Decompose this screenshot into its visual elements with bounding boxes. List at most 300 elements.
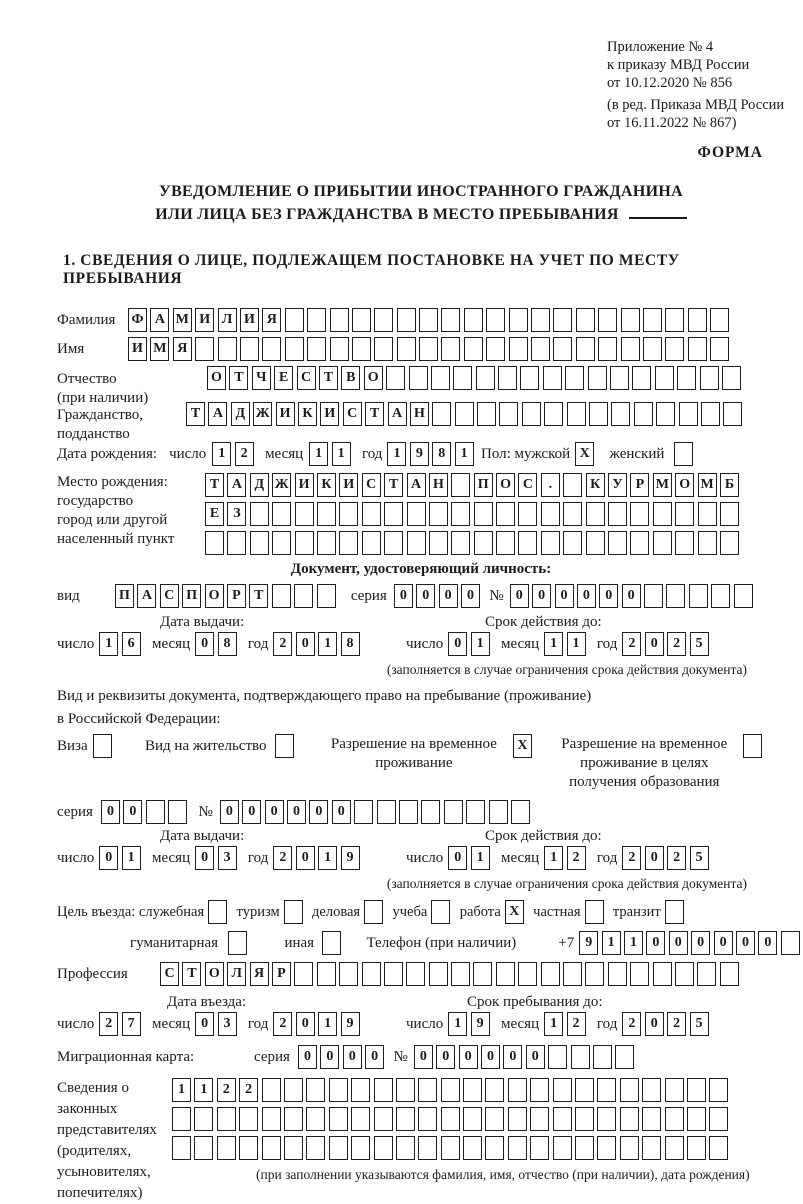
char-cell[interactable]: 0 bbox=[365, 1045, 384, 1069]
char-cell[interactable] bbox=[218, 337, 237, 361]
char-cell[interactable]: 0 bbox=[298, 1045, 317, 1069]
char-cell[interactable] bbox=[377, 800, 396, 824]
char-cell[interactable] bbox=[284, 900, 303, 924]
char-cell[interactable]: 0 bbox=[101, 800, 120, 824]
char-cell[interactable]: 1 bbox=[309, 442, 328, 466]
char-cell[interactable]: Ч bbox=[252, 366, 271, 390]
char-cell[interactable] bbox=[306, 1107, 325, 1131]
char-cell[interactable]: 1 bbox=[544, 632, 563, 656]
char-cell[interactable] bbox=[709, 1107, 728, 1131]
char-cell[interactable]: 1 bbox=[212, 442, 231, 466]
char-cell[interactable] bbox=[518, 962, 537, 986]
char-cell[interactable] bbox=[441, 337, 460, 361]
char-cell[interactable] bbox=[351, 1078, 370, 1102]
char-cell[interactable] bbox=[485, 1107, 504, 1131]
char-cell[interactable]: 0 bbox=[691, 931, 710, 955]
char-cell[interactable]: В bbox=[341, 366, 360, 390]
char-cell[interactable] bbox=[217, 1107, 236, 1131]
char-cell[interactable] bbox=[419, 308, 438, 332]
char-cell[interactable] bbox=[205, 531, 224, 555]
char-cell[interactable] bbox=[329, 1107, 348, 1131]
char-cell[interactable] bbox=[407, 502, 426, 526]
char-cell[interactable] bbox=[250, 502, 269, 526]
char-cell[interactable]: 0 bbox=[394, 584, 413, 608]
char-cell[interactable]: 1 bbox=[455, 442, 474, 466]
char-cell[interactable] bbox=[518, 502, 537, 526]
char-cell[interactable] bbox=[586, 502, 605, 526]
char-cell[interactable] bbox=[720, 502, 739, 526]
char-cell[interactable] bbox=[509, 308, 528, 332]
char-cell[interactable] bbox=[441, 1078, 460, 1102]
char-cell[interactable] bbox=[431, 366, 450, 390]
char-cell[interactable] bbox=[397, 337, 416, 361]
char-cell[interactable] bbox=[194, 1107, 213, 1131]
char-cell[interactable]: 0 bbox=[481, 1045, 500, 1069]
char-cell[interactable]: 2 bbox=[667, 846, 686, 870]
char-cell[interactable] bbox=[474, 502, 493, 526]
char-cell[interactable] bbox=[354, 800, 373, 824]
char-cell[interactable] bbox=[441, 1136, 460, 1160]
char-cell[interactable] bbox=[217, 1136, 236, 1160]
char-cell[interactable] bbox=[781, 931, 800, 955]
char-cell[interactable]: X bbox=[513, 734, 532, 758]
char-cell[interactable] bbox=[451, 531, 470, 555]
char-cell[interactable]: 2 bbox=[567, 846, 586, 870]
char-cell[interactable] bbox=[168, 800, 187, 824]
char-cell[interactable] bbox=[295, 502, 314, 526]
char-cell[interactable]: 0 bbox=[448, 632, 467, 656]
char-cell[interactable] bbox=[588, 366, 607, 390]
char-cell[interactable] bbox=[431, 900, 450, 924]
char-cell[interactable] bbox=[396, 1136, 415, 1160]
char-cell[interactable]: 0 bbox=[736, 931, 755, 955]
char-cell[interactable]: 5 bbox=[690, 632, 709, 656]
char-cell[interactable] bbox=[656, 402, 675, 426]
char-cell[interactable] bbox=[709, 1078, 728, 1102]
char-cell[interactable] bbox=[553, 308, 572, 332]
char-cell[interactable] bbox=[307, 308, 326, 332]
char-cell[interactable]: А bbox=[227, 473, 246, 497]
char-cell[interactable]: 0 bbox=[439, 584, 458, 608]
char-cell[interactable] bbox=[621, 337, 640, 361]
char-cell[interactable] bbox=[466, 800, 485, 824]
char-cell[interactable] bbox=[262, 337, 281, 361]
char-cell[interactable]: И bbox=[276, 402, 295, 426]
char-cell[interactable]: И bbox=[240, 308, 259, 332]
char-cell[interactable]: Т bbox=[182, 962, 201, 986]
char-cell[interactable]: Т bbox=[205, 473, 224, 497]
char-cell[interactable]: С bbox=[297, 366, 316, 390]
char-cell[interactable]: И bbox=[295, 473, 314, 497]
char-cell[interactable]: М bbox=[653, 473, 672, 497]
char-cell[interactable]: 6 bbox=[122, 632, 141, 656]
char-cell[interactable]: Т bbox=[365, 402, 384, 426]
char-cell[interactable] bbox=[317, 502, 336, 526]
char-cell[interactable] bbox=[509, 337, 528, 361]
char-cell[interactable] bbox=[262, 1107, 281, 1131]
char-cell[interactable] bbox=[294, 962, 313, 986]
char-cell[interactable] bbox=[544, 402, 563, 426]
char-cell[interactable] bbox=[709, 1136, 728, 1160]
char-cell[interactable] bbox=[496, 531, 515, 555]
char-cell[interactable] bbox=[621, 308, 640, 332]
char-cell[interactable] bbox=[172, 1136, 191, 1160]
char-cell[interactable] bbox=[665, 1107, 684, 1131]
char-cell[interactable]: О bbox=[207, 366, 226, 390]
char-cell[interactable] bbox=[630, 531, 649, 555]
char-cell[interactable] bbox=[374, 308, 393, 332]
char-cell[interactable] bbox=[644, 584, 663, 608]
char-cell[interactable] bbox=[250, 531, 269, 555]
char-cell[interactable] bbox=[463, 1107, 482, 1131]
char-cell[interactable]: 0 bbox=[436, 1045, 455, 1069]
char-cell[interactable] bbox=[474, 531, 493, 555]
char-cell[interactable]: О bbox=[675, 473, 694, 497]
char-cell[interactable]: 1 bbox=[544, 1012, 563, 1036]
char-cell[interactable]: 1 bbox=[318, 632, 337, 656]
char-cell[interactable]: Б bbox=[720, 473, 739, 497]
char-cell[interactable]: 2 bbox=[622, 846, 641, 870]
char-cell[interactable]: Ф bbox=[128, 308, 147, 332]
char-cell[interactable] bbox=[543, 366, 562, 390]
char-cell[interactable]: 1 bbox=[602, 931, 621, 955]
char-cell[interactable]: X bbox=[505, 900, 524, 924]
char-cell[interactable] bbox=[679, 402, 698, 426]
char-cell[interactable]: 2 bbox=[622, 632, 641, 656]
char-cell[interactable] bbox=[317, 584, 336, 608]
char-cell[interactable] bbox=[463, 1078, 482, 1102]
char-cell[interactable]: 3 bbox=[218, 846, 237, 870]
char-cell[interactable]: 7 bbox=[122, 1012, 141, 1036]
char-cell[interactable] bbox=[351, 1136, 370, 1160]
char-cell[interactable] bbox=[597, 1078, 616, 1102]
char-cell[interactable]: 8 bbox=[218, 632, 237, 656]
char-cell[interactable] bbox=[306, 1078, 325, 1102]
char-cell[interactable] bbox=[743, 734, 762, 758]
char-cell[interactable]: Т bbox=[186, 402, 205, 426]
char-cell[interactable] bbox=[518, 531, 537, 555]
char-cell[interactable]: Р bbox=[272, 962, 291, 986]
char-cell[interactable] bbox=[563, 962, 582, 986]
char-cell[interactable] bbox=[418, 1107, 437, 1131]
char-cell[interactable]: И bbox=[339, 473, 358, 497]
char-cell[interactable]: И bbox=[128, 337, 147, 361]
char-cell[interactable]: П bbox=[474, 473, 493, 497]
char-cell[interactable] bbox=[520, 366, 539, 390]
char-cell[interactable] bbox=[700, 366, 719, 390]
char-cell[interactable] bbox=[553, 1107, 572, 1131]
char-cell[interactable] bbox=[362, 502, 381, 526]
char-cell[interactable]: Д bbox=[231, 402, 250, 426]
char-cell[interactable]: Е bbox=[205, 502, 224, 526]
char-cell[interactable] bbox=[665, 1136, 684, 1160]
char-cell[interactable]: И bbox=[320, 402, 339, 426]
char-cell[interactable] bbox=[464, 337, 483, 361]
char-cell[interactable]: К bbox=[298, 402, 317, 426]
char-cell[interactable] bbox=[294, 584, 313, 608]
char-cell[interactable]: 0 bbox=[459, 1045, 478, 1069]
char-cell[interactable] bbox=[240, 337, 259, 361]
char-cell[interactable]: М bbox=[698, 473, 717, 497]
char-cell[interactable] bbox=[418, 1136, 437, 1160]
char-cell[interactable] bbox=[508, 1078, 527, 1102]
char-cell[interactable]: 3 bbox=[218, 1012, 237, 1036]
char-cell[interactable]: Л bbox=[227, 962, 246, 986]
char-cell[interactable]: . bbox=[541, 473, 560, 497]
char-cell[interactable] bbox=[687, 1107, 706, 1131]
char-cell[interactable] bbox=[272, 531, 291, 555]
char-cell[interactable]: 0 bbox=[599, 584, 618, 608]
char-cell[interactable] bbox=[496, 502, 515, 526]
char-cell[interactable] bbox=[262, 1078, 281, 1102]
char-cell[interactable] bbox=[675, 962, 694, 986]
char-cell[interactable]: 1 bbox=[624, 931, 643, 955]
char-cell[interactable] bbox=[643, 308, 662, 332]
char-cell[interactable] bbox=[511, 800, 530, 824]
char-cell[interactable] bbox=[285, 337, 304, 361]
char-cell[interactable] bbox=[620, 1136, 639, 1160]
char-cell[interactable] bbox=[330, 308, 349, 332]
char-cell[interactable] bbox=[407, 531, 426, 555]
char-cell[interactable]: О bbox=[205, 584, 224, 608]
char-cell[interactable] bbox=[455, 402, 474, 426]
char-cell[interactable] bbox=[486, 308, 505, 332]
char-cell[interactable] bbox=[586, 531, 605, 555]
char-cell[interactable] bbox=[597, 1136, 616, 1160]
char-cell[interactable]: 0 bbox=[296, 846, 315, 870]
char-cell[interactable]: 5 bbox=[690, 846, 709, 870]
char-cell[interactable] bbox=[284, 1078, 303, 1102]
char-cell[interactable] bbox=[548, 1045, 567, 1069]
char-cell[interactable] bbox=[374, 1107, 393, 1131]
char-cell[interactable] bbox=[553, 1078, 572, 1102]
char-cell[interactable] bbox=[485, 1136, 504, 1160]
char-cell[interactable]: К bbox=[317, 473, 336, 497]
char-cell[interactable]: 0 bbox=[309, 800, 328, 824]
char-cell[interactable] bbox=[306, 1136, 325, 1160]
char-cell[interactable] bbox=[642, 1107, 661, 1131]
char-cell[interactable]: 2 bbox=[622, 1012, 641, 1036]
char-cell[interactable]: 8 bbox=[432, 442, 451, 466]
char-cell[interactable] bbox=[723, 402, 742, 426]
char-cell[interactable] bbox=[665, 900, 684, 924]
char-cell[interactable] bbox=[620, 1078, 639, 1102]
char-cell[interactable] bbox=[688, 337, 707, 361]
char-cell[interactable]: 0 bbox=[220, 800, 239, 824]
char-cell[interactable] bbox=[362, 962, 381, 986]
char-cell[interactable] bbox=[508, 1136, 527, 1160]
char-cell[interactable] bbox=[421, 800, 440, 824]
char-cell[interactable] bbox=[172, 1107, 191, 1131]
char-cell[interactable] bbox=[429, 531, 448, 555]
char-cell[interactable] bbox=[575, 1107, 594, 1131]
char-cell[interactable]: 0 bbox=[645, 632, 664, 656]
char-cell[interactable]: 2 bbox=[235, 442, 254, 466]
char-cell[interactable]: 0 bbox=[296, 632, 315, 656]
char-cell[interactable] bbox=[677, 366, 696, 390]
char-cell[interactable] bbox=[329, 1136, 348, 1160]
char-cell[interactable] bbox=[531, 308, 550, 332]
char-cell[interactable]: 1 bbox=[99, 632, 118, 656]
char-cell[interactable] bbox=[432, 402, 451, 426]
char-cell[interactable] bbox=[531, 337, 550, 361]
char-cell[interactable] bbox=[571, 1045, 590, 1069]
char-cell[interactable]: З bbox=[227, 502, 246, 526]
char-cell[interactable] bbox=[307, 337, 326, 361]
char-cell[interactable]: 1 bbox=[194, 1078, 213, 1102]
char-cell[interactable]: А bbox=[407, 473, 426, 497]
char-cell[interactable] bbox=[329, 1078, 348, 1102]
char-cell[interactable] bbox=[397, 308, 416, 332]
char-cell[interactable] bbox=[615, 1045, 634, 1069]
char-cell[interactable] bbox=[665, 337, 684, 361]
char-cell[interactable]: 0 bbox=[461, 584, 480, 608]
char-cell[interactable] bbox=[476, 366, 495, 390]
char-cell[interactable] bbox=[339, 962, 358, 986]
char-cell[interactable]: 0 bbox=[645, 1012, 664, 1036]
char-cell[interactable] bbox=[508, 1107, 527, 1131]
char-cell[interactable] bbox=[553, 337, 572, 361]
char-cell[interactable] bbox=[585, 900, 604, 924]
char-cell[interactable]: А bbox=[208, 402, 227, 426]
char-cell[interactable]: 0 bbox=[296, 1012, 315, 1036]
char-cell[interactable] bbox=[698, 531, 717, 555]
char-cell[interactable] bbox=[711, 584, 730, 608]
char-cell[interactable] bbox=[593, 1045, 612, 1069]
char-cell[interactable] bbox=[339, 502, 358, 526]
char-cell[interactable] bbox=[384, 531, 403, 555]
char-cell[interactable] bbox=[418, 1078, 437, 1102]
char-cell[interactable]: 5 bbox=[690, 1012, 709, 1036]
char-cell[interactable] bbox=[666, 584, 685, 608]
char-cell[interactable] bbox=[396, 1107, 415, 1131]
char-cell[interactable]: Я bbox=[250, 962, 269, 986]
char-cell[interactable]: А bbox=[388, 402, 407, 426]
char-cell[interactable] bbox=[272, 502, 291, 526]
char-cell[interactable]: 2 bbox=[99, 1012, 118, 1036]
char-cell[interactable]: 0 bbox=[646, 931, 665, 955]
char-cell[interactable] bbox=[608, 502, 627, 526]
char-cell[interactable] bbox=[634, 402, 653, 426]
char-cell[interactable] bbox=[653, 962, 672, 986]
char-cell[interactable] bbox=[720, 962, 739, 986]
char-cell[interactable] bbox=[429, 502, 448, 526]
char-cell[interactable]: Д bbox=[250, 473, 269, 497]
char-cell[interactable] bbox=[563, 531, 582, 555]
char-cell[interactable] bbox=[473, 962, 492, 986]
char-cell[interactable] bbox=[653, 531, 672, 555]
char-cell[interactable] bbox=[687, 1078, 706, 1102]
char-cell[interactable] bbox=[710, 308, 729, 332]
char-cell[interactable]: Ж bbox=[253, 402, 272, 426]
char-cell[interactable]: Я bbox=[173, 337, 192, 361]
char-cell[interactable] bbox=[386, 366, 405, 390]
char-cell[interactable]: 8 bbox=[341, 632, 360, 656]
char-cell[interactable]: 1 bbox=[471, 632, 490, 656]
char-cell[interactable]: И bbox=[195, 308, 214, 332]
char-cell[interactable]: Т bbox=[384, 473, 403, 497]
char-cell[interactable] bbox=[453, 366, 472, 390]
char-cell[interactable]: 2 bbox=[239, 1078, 258, 1102]
char-cell[interactable] bbox=[575, 1078, 594, 1102]
char-cell[interactable]: 1 bbox=[544, 846, 563, 870]
char-cell[interactable]: 0 bbox=[343, 1045, 362, 1069]
char-cell[interactable]: П bbox=[115, 584, 134, 608]
char-cell[interactable] bbox=[317, 531, 336, 555]
char-cell[interactable] bbox=[611, 402, 630, 426]
char-cell[interactable] bbox=[284, 1136, 303, 1160]
char-cell[interactable] bbox=[608, 962, 627, 986]
char-cell[interactable] bbox=[330, 337, 349, 361]
char-cell[interactable]: 2 bbox=[217, 1078, 236, 1102]
char-cell[interactable]: 0 bbox=[416, 584, 435, 608]
char-cell[interactable]: 0 bbox=[758, 931, 777, 955]
char-cell[interactable] bbox=[608, 531, 627, 555]
char-cell[interactable]: 9 bbox=[341, 846, 360, 870]
char-cell[interactable]: 0 bbox=[622, 584, 641, 608]
char-cell[interactable] bbox=[665, 308, 684, 332]
char-cell[interactable] bbox=[598, 337, 617, 361]
char-cell[interactable] bbox=[499, 402, 518, 426]
char-cell[interactable]: С bbox=[518, 473, 537, 497]
char-cell[interactable] bbox=[374, 337, 393, 361]
char-cell[interactable]: 0 bbox=[195, 1012, 214, 1036]
char-cell[interactable] bbox=[146, 800, 165, 824]
char-cell[interactable] bbox=[489, 800, 508, 824]
char-cell[interactable] bbox=[262, 1136, 281, 1160]
char-cell[interactable] bbox=[409, 366, 428, 390]
char-cell[interactable]: 0 bbox=[265, 800, 284, 824]
char-cell[interactable] bbox=[655, 366, 674, 390]
char-cell[interactable]: 0 bbox=[195, 846, 214, 870]
char-cell[interactable] bbox=[272, 584, 291, 608]
char-cell[interactable]: 0 bbox=[577, 584, 596, 608]
char-cell[interactable]: 2 bbox=[273, 632, 292, 656]
char-cell[interactable] bbox=[339, 531, 358, 555]
char-cell[interactable]: 1 bbox=[318, 846, 337, 870]
char-cell[interactable] bbox=[597, 1107, 616, 1131]
char-cell[interactable] bbox=[665, 1078, 684, 1102]
char-cell[interactable]: 1 bbox=[448, 1012, 467, 1036]
char-cell[interactable]: Р bbox=[227, 584, 246, 608]
char-cell[interactable]: М bbox=[150, 337, 169, 361]
char-cell[interactable]: А bbox=[137, 584, 156, 608]
char-cell[interactable] bbox=[522, 402, 541, 426]
char-cell[interactable] bbox=[734, 584, 753, 608]
char-cell[interactable]: 2 bbox=[667, 632, 686, 656]
char-cell[interactable] bbox=[485, 1078, 504, 1102]
char-cell[interactable]: 9 bbox=[579, 931, 598, 955]
char-cell[interactable] bbox=[429, 962, 448, 986]
char-cell[interactable]: 0 bbox=[669, 931, 688, 955]
char-cell[interactable]: 9 bbox=[410, 442, 429, 466]
char-cell[interactable]: Ж bbox=[272, 473, 291, 497]
char-cell[interactable]: 9 bbox=[341, 1012, 360, 1036]
char-cell[interactable] bbox=[697, 962, 716, 986]
char-cell[interactable] bbox=[553, 1136, 572, 1160]
char-cell[interactable] bbox=[642, 1136, 661, 1160]
char-cell[interactable] bbox=[496, 962, 515, 986]
char-cell[interactable] bbox=[444, 800, 463, 824]
char-cell[interactable]: Т bbox=[249, 584, 268, 608]
char-cell[interactable] bbox=[630, 502, 649, 526]
char-cell[interactable]: 0 bbox=[320, 1045, 339, 1069]
char-cell[interactable] bbox=[419, 337, 438, 361]
char-cell[interactable]: 1 bbox=[387, 442, 406, 466]
char-cell[interactable] bbox=[498, 366, 517, 390]
char-cell[interactable]: X bbox=[575, 442, 594, 466]
char-cell[interactable]: 0 bbox=[332, 800, 351, 824]
